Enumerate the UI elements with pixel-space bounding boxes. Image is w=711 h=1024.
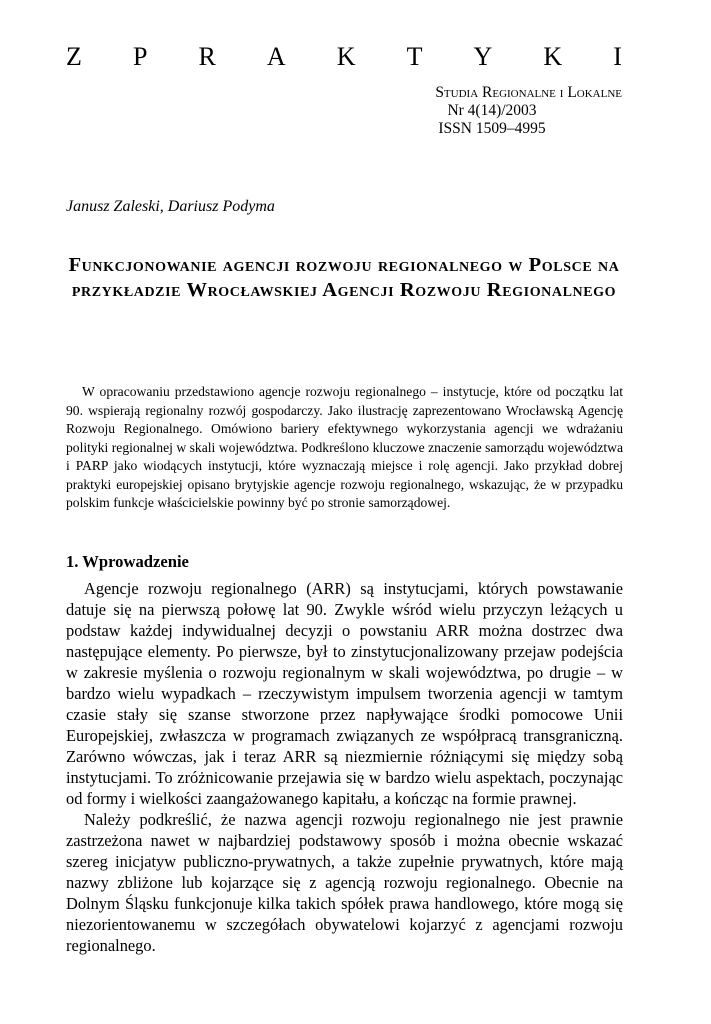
article-authors: Janusz Zaleski, Dariusz Podyma: [66, 198, 275, 215]
body-paragraph: Należy podkreślić, że nazwa agencji rozwoju regionalnego nie jest prawnie zastrzeżona nawet w najbardziej podstawowy sposób i można obecnie wskazać szereg inicjatyw publiczno-prywatnych, a także zupełnie prywatnych, które mają nazwy zbliżone lub kojarzące się z agencją rozwoju regionalnego. Obecnie na Dolnym Śląsku funkcjonuje kilka takich spółek prawa handlowego, które mogą się niezorientowanemu w szczegółach obywatelowi kojarzyć z agencjami rozwoju regionalnego.: [66, 810, 623, 955]
header-letter: R: [198, 42, 216, 71]
article-abstract: W opracowaniu przedstawiono agencje rozwoju regionalnego – instytucje, które od początku lat 90. wspierają regionalny rozwój gospodarczy. Jako ilustrację zaprezentowano Wrocławską Agencję Rozwoju Regionalnego. Omówiono bariery efektywnego wykorzystania agencji we wdrażaniu polityki regionalnej w skali województwa. Podkreślono kluczowe znaczenie samorządu województwa i PARP jako wiodących instytucji, które wyznaczają miejsce i rolę agencji. Jako przykład dobrej praktyki europejskiej opisano brytyjskie agencje rozwoju regionalnego, wskazując, że w przypadku polskim funkcje właścicielskie powinny być po stronie samorządowej.: [66, 384, 623, 510]
body-paragraph: Agencje rozwoju regionalnego (ARR) są instytucjami, których powstawanie datuje się na pierwszą połowę lat 90. Zwykle wśród wielu przyczyn leżących u podstaw każdej indywidualnej decyzji o powstaniu ARR można dostrzec dwa następujące elementy. Po pierwsze, był to zinstytucjonalizowany przejaw podejścia w zakresie myślenia o rozwoju regionalnym w skali województwa, po drugie – w bardzo wielu wypadkach – rzeczywistym impulsem tworzenia agencji w tamtym czasie stały się szanse stworzone przez napływające środki pomocowe Unii Europejskiej, zwłaszcza w programach związanych ze współpracą transgraniczną. Zarówno wówczas, jak i teraz ARR są niezmiernie różniącymi się między sobą instytucjami. To zróżnicowanie przejawia się w bardzo wielu aspektach, poczynając od formy i wielkości zaangażowanego kapitału, a kończąc na formie prawnej.: [66, 579, 623, 808]
section-header-z-praktyki: [66, 42, 622, 72]
journal-info: [362, 84, 622, 138]
header-letter: Y: [473, 42, 493, 71]
header-letter: Z: [66, 42, 82, 71]
header-letter: K: [336, 42, 356, 71]
header-letter: P: [132, 42, 148, 71]
section-body: [66, 578, 623, 956]
header-letter: I: [613, 42, 622, 71]
journal-issn: ISSN 1509–4995: [438, 120, 546, 137]
journal-issue: Nr 4(14)/2003: [447, 102, 537, 119]
journal-name: Studia Regionalne i Lokalne: [435, 84, 622, 101]
header-letter: K: [543, 42, 563, 71]
article-title: Funkcjonowanie agencji rozwoju regionalnego w Polsce na przykładzie Wrocławskiej Agencji Rozwoju Regionalnego: [68, 254, 620, 301]
header-letter: T: [406, 42, 423, 71]
section-heading: 1. Wprowadzenie: [66, 552, 189, 571]
header-letter: A: [266, 42, 286, 71]
